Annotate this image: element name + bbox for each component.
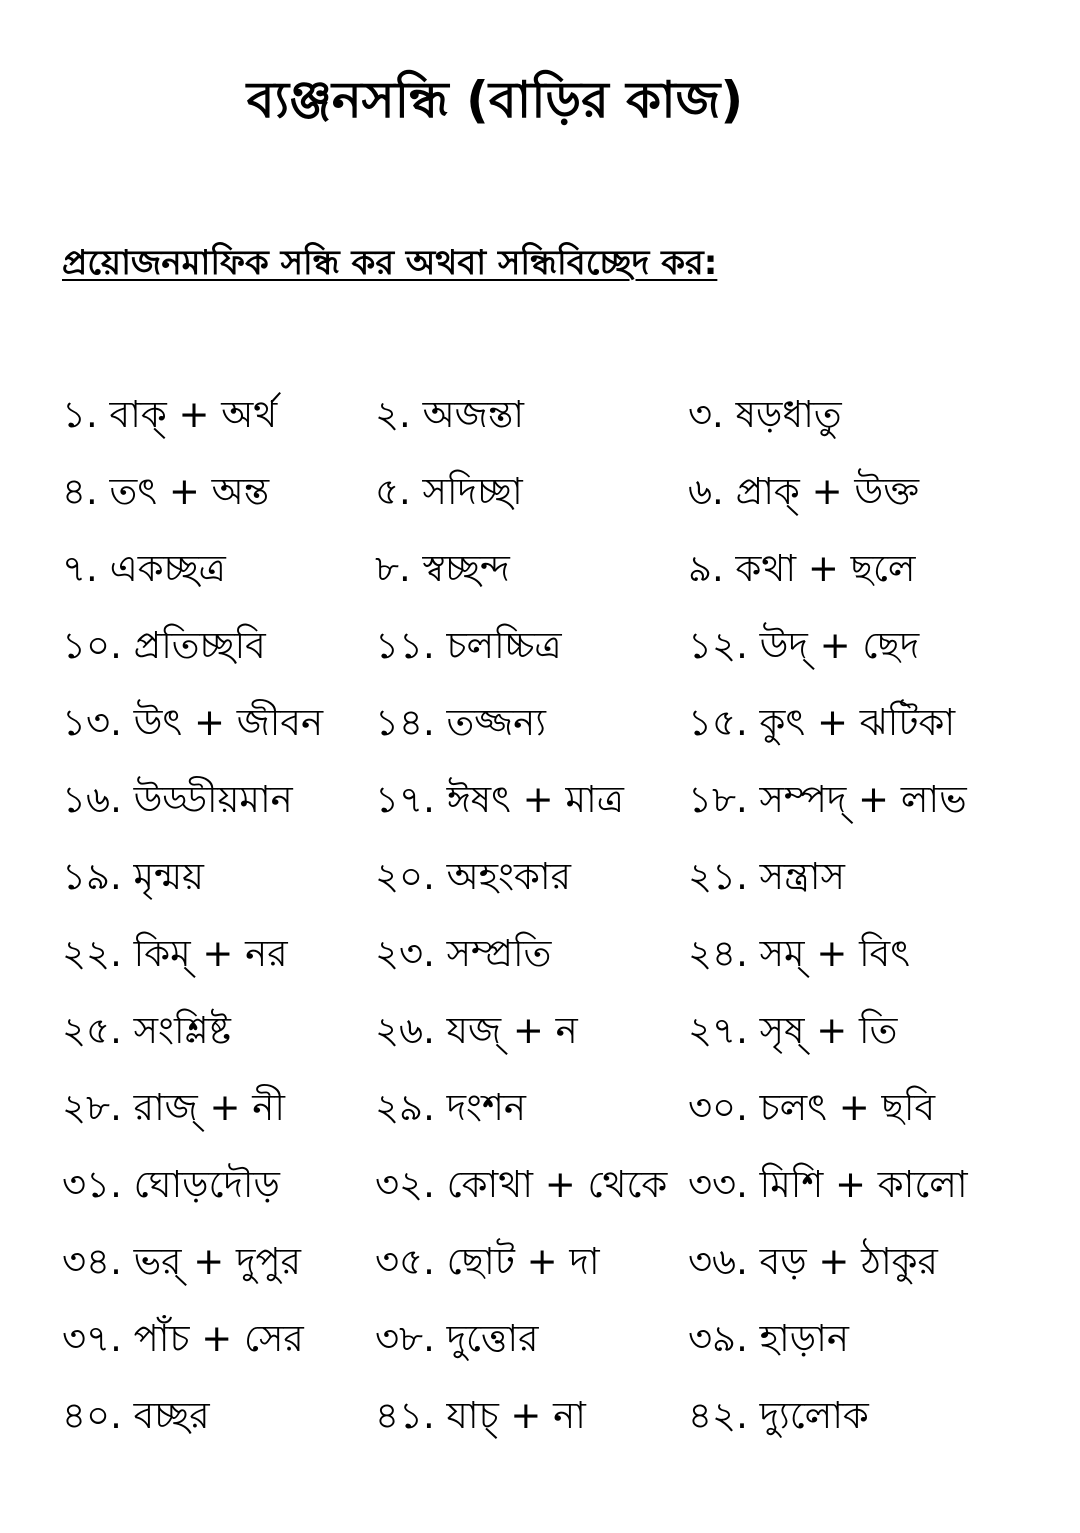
instruction-heading: প্রয়োজনমাফিক সন্ধি কর অথবা সন্ধিবিচ্ছেদ কর:	[62, 243, 718, 283]
exercise-row	[0, 462, 1080, 539]
exercise-item: ২৯. দংশন	[375, 1086, 526, 1129]
exercise-item: ৩৪. ভর্ + দুপুর	[62, 1240, 301, 1283]
exercise-item: ৩৯. হাড়ান	[688, 1317, 849, 1360]
exercise-row	[0, 924, 1080, 1001]
exercise-row	[0, 1386, 1080, 1463]
exercise-item: ৩১. ঘোড়দৌড়	[62, 1163, 280, 1206]
exercise-item: ৩২. কোথা + থেকে	[375, 1163, 668, 1206]
exercise-item: ৯. কথা + ছলে	[688, 547, 916, 590]
exercise-row	[0, 847, 1080, 924]
exercise-item: ৪. তৎ + অন্ত	[62, 470, 270, 513]
exercise-item: ১১. চলচ্চিত্র	[375, 624, 562, 667]
exercise-item: ১০. প্রতিচ্ছবি	[62, 624, 266, 667]
exercise-item: ২১. সন্ত্রাস	[688, 855, 845, 898]
exercise-item: ২. অজন্তা	[375, 393, 524, 436]
exercise-item: ২০. অহংকার	[375, 855, 572, 898]
exercise-row	[0, 1232, 1080, 1309]
exercise-row	[0, 1078, 1080, 1155]
exercise-item: ৭. একচ্ছত্র	[62, 547, 226, 590]
exercise-item: ১৮. সম্পদ্ + লাভ	[688, 778, 967, 821]
exercise-item: ৩৩. মিশি + কালো	[688, 1163, 968, 1206]
exercise-item: ৩৭. পাঁচ + সের	[62, 1317, 304, 1360]
exercise-row	[0, 770, 1080, 847]
exercise-item: ৫. সদিচ্ছা	[375, 470, 523, 513]
exercise-item: ১৭. ঈষৎ + মাত্র	[375, 778, 624, 821]
exercise-item: ৩৬. বড় + ঠাকুর	[688, 1240, 938, 1283]
page-title: ব্যঞ্জনসন্ধি (বাড়ির কাজ)	[246, 71, 744, 129]
exercise-item: ২৩. সম্প্রতি	[375, 932, 552, 975]
exercise-item: ২৫. সংশ্লিষ্ট	[62, 1009, 231, 1052]
exercise-row	[0, 693, 1080, 770]
exercise-item: ১৪. তজ্জন্য	[375, 701, 546, 744]
exercise-item: ১৯. মৃন্ময়	[62, 855, 204, 898]
exercise-item: ৩. ষড়ধাতু	[688, 393, 842, 436]
exercise-row	[0, 616, 1080, 693]
exercise-item: ১৬. উড্ডীয়মান	[62, 778, 293, 821]
exercise-item: ৪০. বচ্ছর	[62, 1394, 210, 1437]
exercise-row	[0, 1155, 1080, 1232]
exercise-item: ২৪. সম্ + বিৎ	[688, 932, 911, 975]
exercise-item: ১৫. কুৎ + ঝটিকা	[688, 701, 956, 744]
exercise-row	[0, 539, 1080, 616]
exercise-item: ২৬. যজ্ + ন	[375, 1009, 578, 1052]
exercise-item: ১২. উদ্ + ছেদ	[688, 624, 920, 667]
exercise-item: ৩৫. ছোট + দা	[375, 1240, 600, 1283]
exercise-item: ২৮. রাজ্ + নী	[62, 1086, 285, 1129]
exercise-item: ২৭. সৃষ্ + তি	[688, 1009, 898, 1052]
exercise-row	[0, 1001, 1080, 1078]
exercise-item: ৪২. দ্যুলোক	[688, 1394, 869, 1437]
exercise-item: ৪১. যাচ্ + না	[375, 1394, 586, 1437]
exercise-list	[0, 385, 1080, 1463]
exercise-row	[0, 1309, 1080, 1386]
exercise-item: ৬. প্রাক্ + উক্ত	[688, 470, 920, 513]
exercise-item: ৮. স্বচ্ছন্দ	[375, 547, 510, 590]
exercise-row	[0, 385, 1080, 462]
exercise-item: ১. বাক্ + অর্থ	[62, 393, 278, 436]
exercise-item: ২২. কিম্ + নর	[62, 932, 288, 975]
exercise-item: ১৩. উৎ + জীবন	[62, 701, 324, 744]
exercise-item: ৩০. চলৎ + ছবি	[688, 1086, 936, 1129]
exercise-item: ৩৮. দুত্তোর	[375, 1317, 539, 1360]
